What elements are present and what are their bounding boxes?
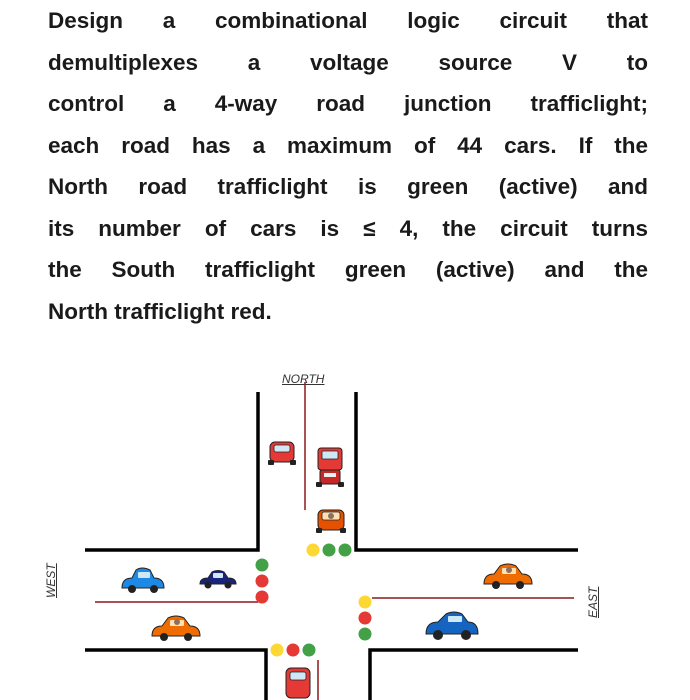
problem-line: North road trafficlight is green (active) and (48, 174, 648, 199)
light-red (287, 644, 300, 657)
problem-line: control a 4-way road junction trafficlight; (48, 91, 648, 116)
road-dividers (95, 382, 574, 700)
road-edge-se (370, 650, 578, 700)
car-icon (268, 442, 296, 465)
light-green (303, 644, 316, 657)
car-icon (122, 568, 164, 593)
car-icon (286, 668, 310, 698)
light-red (256, 591, 269, 604)
traffic-light-east (359, 596, 372, 641)
light-yellow (359, 596, 372, 609)
problem-line: each road has a maximum of 44 cars. If the (48, 132, 648, 158)
traffic-light-south (271, 644, 316, 657)
light-green (359, 628, 372, 641)
car-icon (152, 616, 200, 641)
east-label: EAST (586, 586, 600, 618)
car-icon (484, 564, 532, 589)
light-yellow (271, 644, 284, 657)
light-red (256, 575, 269, 588)
junction-diagram (0, 360, 690, 700)
road-edge-nw (85, 392, 258, 550)
north-label: NORTH (282, 372, 325, 386)
road-edge-sw (85, 650, 266, 700)
problem-line: its number of cars is ≤ 4, the circuit turns (48, 215, 648, 241)
traffic-light-north (307, 544, 352, 557)
light-green (256, 559, 269, 572)
problem-line: the South trafficlight green (active) and the (48, 257, 648, 282)
light-red (359, 612, 372, 625)
car-icon (200, 571, 236, 589)
problem-statement (48, 0, 648, 332)
light-yellow (307, 544, 320, 557)
car-icon (426, 612, 478, 640)
road-edge-ne (356, 392, 578, 550)
light-green (339, 544, 352, 557)
west-label: WEST (44, 563, 58, 598)
truck-icon (316, 448, 344, 487)
light-green (323, 544, 336, 557)
car-icon (316, 510, 346, 533)
problem-line: Design a combinational logic circuit that (48, 8, 648, 33)
traffic-light-west (256, 559, 269, 604)
problem-line: demultiplexes a voltage source V to (48, 49, 648, 75)
problem-line: North trafficlight red. (48, 298, 272, 324)
junction-svg (0, 360, 690, 700)
